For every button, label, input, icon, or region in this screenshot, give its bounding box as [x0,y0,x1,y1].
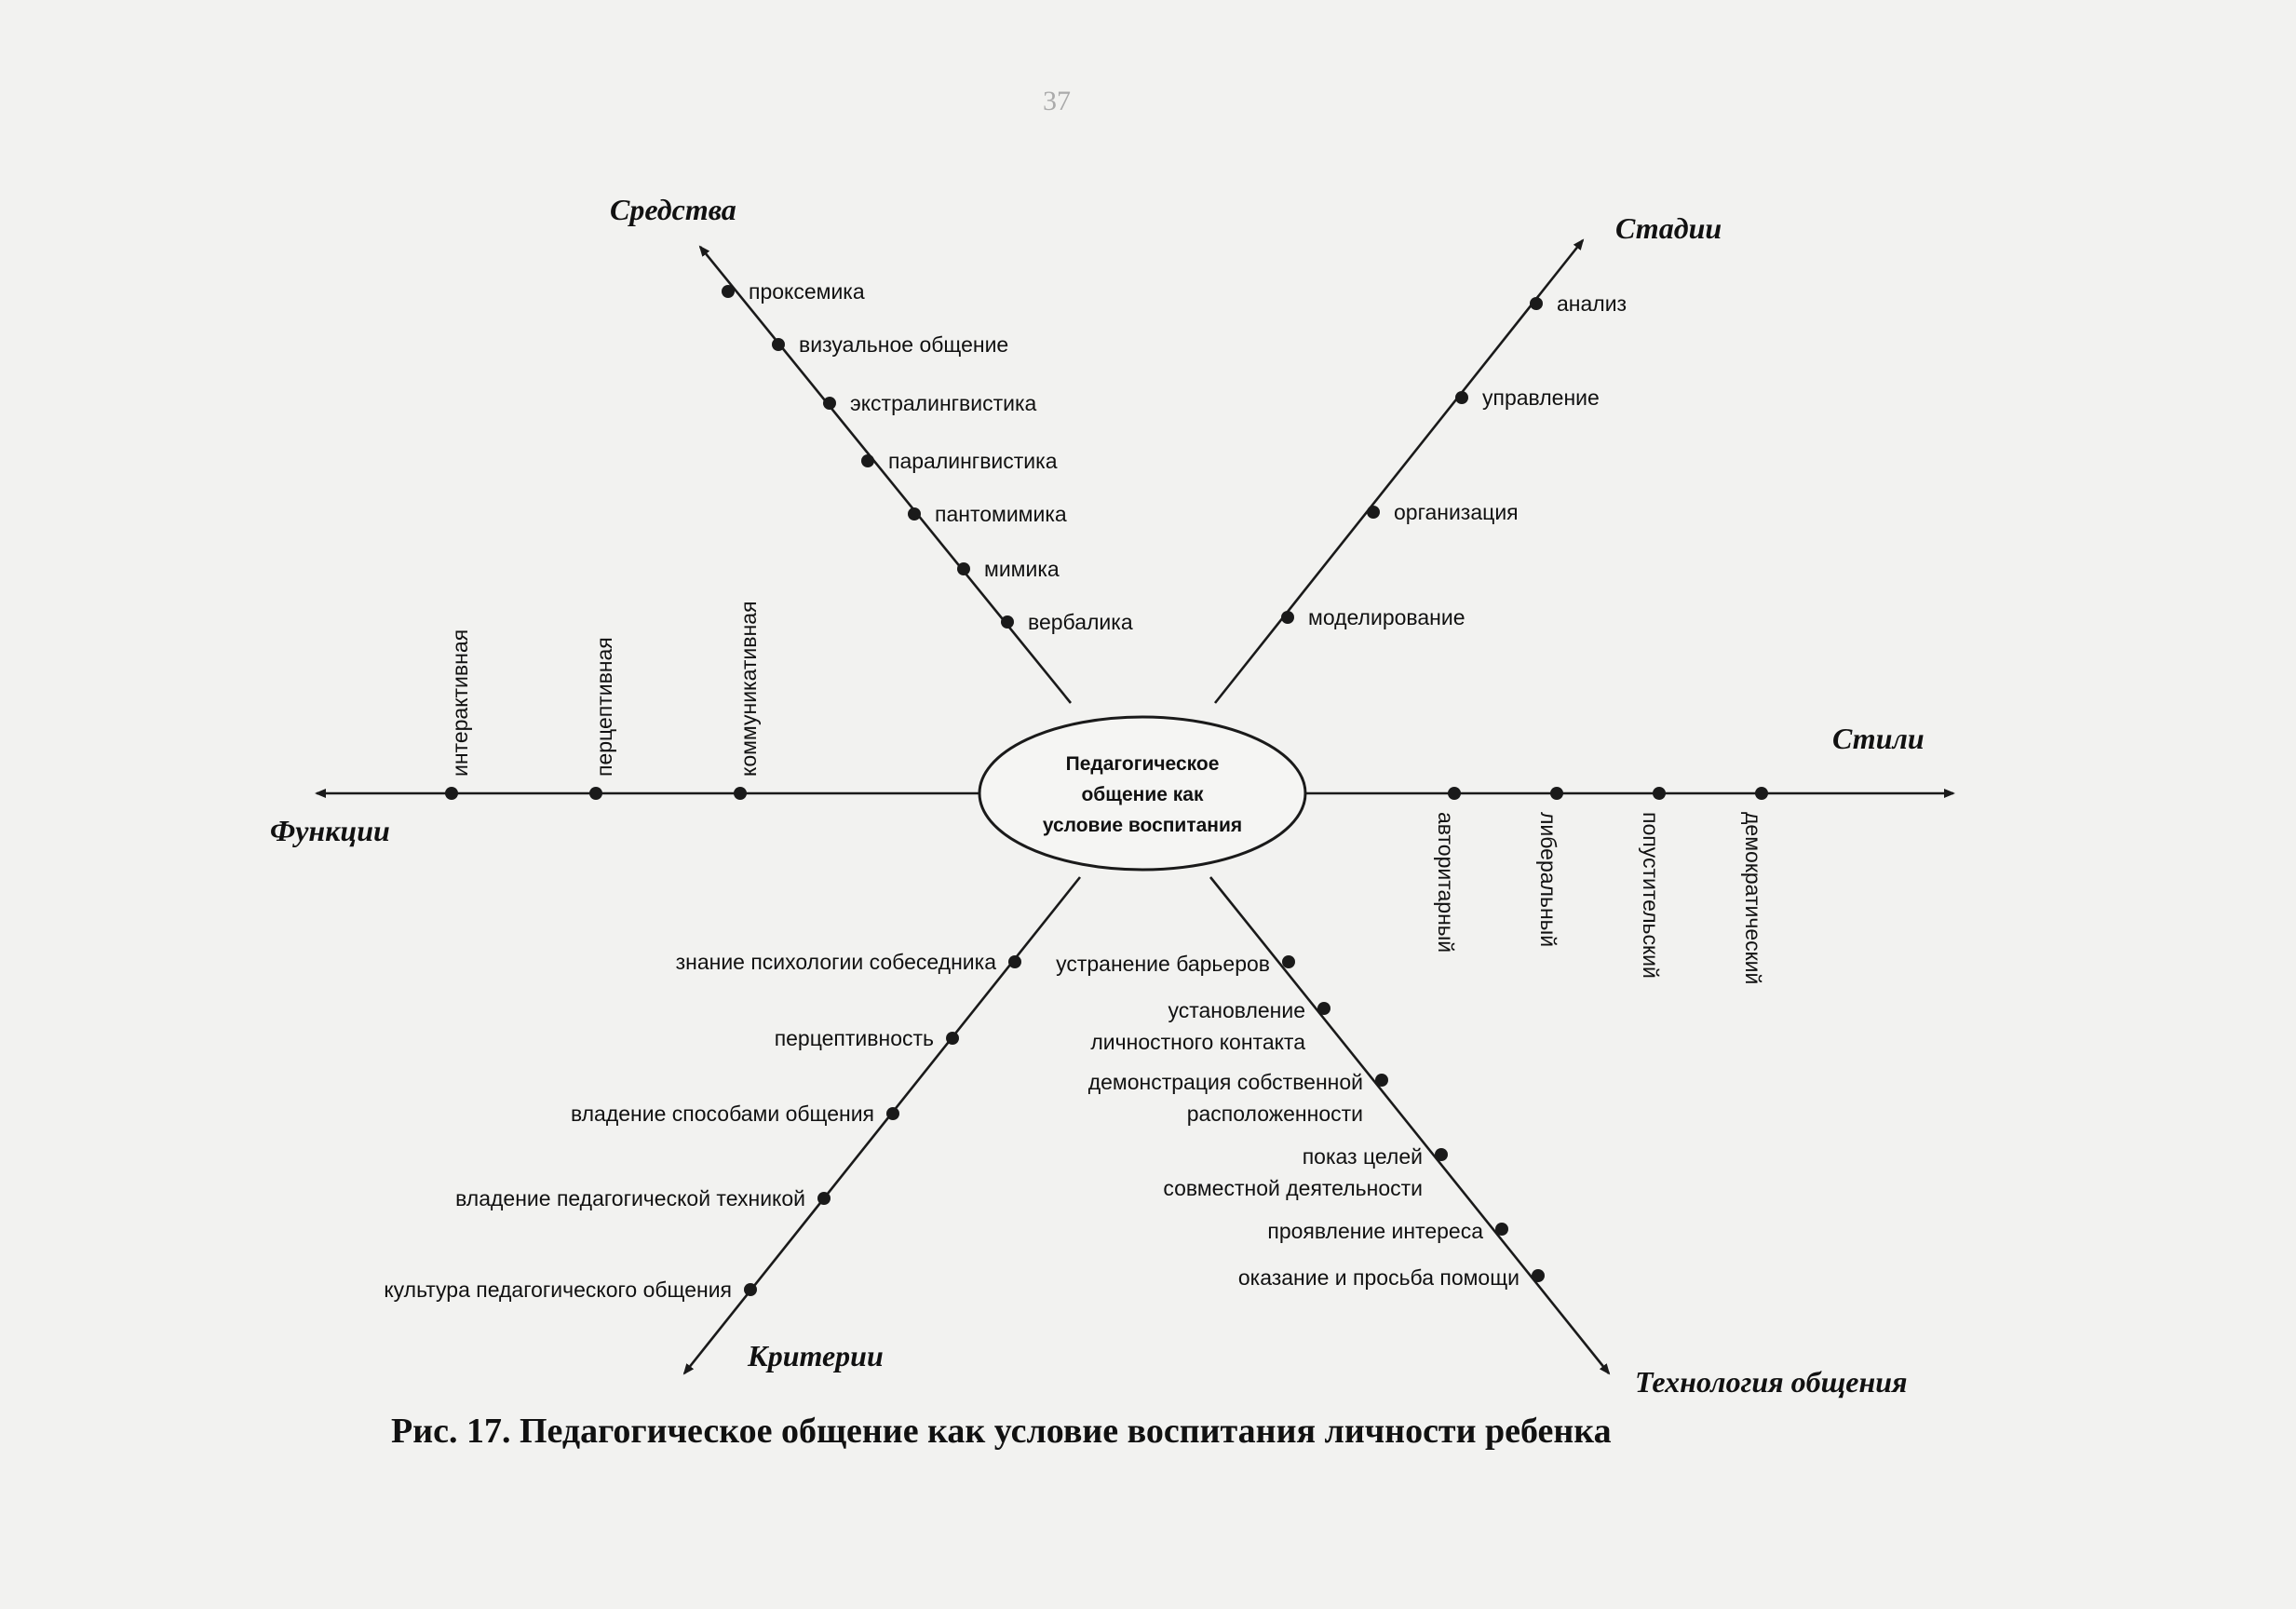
stili-item-2: попустительский [1639,812,1663,979]
sredstva-marker-4 [908,507,921,521]
stadii-marker-0 [1530,297,1543,310]
tekhnologiya-axis-title: Технология общения [1635,1365,1908,1399]
funktsii-item-2: коммуникативная [736,601,761,777]
stadii-marker-2 [1367,506,1380,519]
kriterii-marker-4 [744,1283,757,1296]
sredstva-marker-1 [772,338,785,351]
stadii-marker-3 [1281,611,1294,624]
stadii-item-2: организация [1394,500,1519,524]
kriterii-item-3: владение педагогической техникой [455,1186,805,1210]
stili-item-3: демократический [1741,812,1765,985]
sredstva-item-0: проксемика [749,279,865,304]
funktsii-marker-2 [734,787,747,800]
page-number: 37 [1043,86,1071,116]
stadii-axis-title: Стадии [1615,211,1722,245]
tekhnologiya-item-3: показ целей совместной деятельности [1163,1144,1423,1200]
stili-marker-3 [1755,787,1768,800]
kriterii-item-2: владение способами общения [570,1102,874,1126]
center-line-2: общение как [1081,784,1204,805]
sredstva-item-5: мимика [984,557,1060,581]
tekhnologiya-item-5: оказание и просьба помощи [1237,1265,1519,1290]
kriterii-axis-title: Критерии [748,1339,884,1372]
sredstva-item-6: вербалика [1028,610,1133,634]
stili-marker-2 [1653,787,1666,800]
sredstva-item-3: паралингвистика [888,449,1058,473]
sredstva-marker-3 [861,454,874,467]
tekhnologiya-item-0: устранение барьеров [1056,952,1270,976]
funktsii-axis-title: Функции [270,814,390,847]
sredstva-marker-2 [823,397,836,410]
kriterii-item-4: культура педагогического общения [384,1278,732,1302]
tekhnologiya-marker-4 [1495,1223,1508,1236]
tekhnologiya-marker-5 [1532,1269,1545,1282]
center-line-3: условие воспитания [1042,815,1243,836]
kriterii-marker-1 [946,1032,959,1045]
stadii-axis-line [1215,240,1583,703]
kriterii-item-1: перцептивность [774,1026,934,1050]
stili-item-1: либеральный [1536,812,1560,948]
stili-marker-0 [1448,787,1461,800]
sredstva-item-4: пантомимика [935,502,1067,526]
figure-caption: Рис. 17. Педагогическое общение как условие воспитания личности ребенка [391,1412,1612,1451]
stadii-item-3: моделирование [1308,605,1465,629]
stadii-marker-1 [1455,391,1468,404]
sredstva-marker-0 [722,285,735,298]
tekhnologiya-marker-1 [1317,1002,1330,1015]
funktsii-marker-0 [445,787,458,800]
tekhnologiya-item-1: установление личностного контакта [1090,998,1305,1054]
tekhnologiya-item-4: проявление интереса [1267,1219,1483,1243]
tekhnologiya-item-2: демонстрация собственной расположенности [1087,1070,1363,1126]
sredstva-item-1: визуальное общение [799,332,1009,357]
kriterii-marker-2 [886,1107,899,1120]
stili-marker-1 [1550,787,1563,800]
kriterii-marker-0 [1008,955,1021,968]
tekhnologiya-marker-0 [1282,955,1295,968]
funktsii-item-0: интерактивная [448,629,472,777]
stadii-item-1: управление [1482,385,1600,410]
kriterii-marker-3 [817,1192,831,1205]
center-node [979,717,1305,870]
stili-item-0: авторитарный [1434,812,1458,953]
sredstva-marker-6 [1001,615,1014,629]
tekhnologiya-marker-2 [1375,1074,1388,1087]
sredstva-axis-title: Средства [610,193,736,226]
sredstva-item-2: экстралингвистика [850,391,1037,415]
funktsii-item-1: перцептивная [592,637,616,777]
funktsii-marker-1 [589,787,602,800]
stili-axis-title: Стили [1832,722,1925,755]
tekhnologiya-marker-3 [1435,1148,1448,1161]
sredstva-marker-5 [957,562,970,575]
stadii-item-0: анализ [1557,291,1627,316]
center-line-1: Педагогическое [1065,753,1220,775]
kriterii-item-0: знание психологии собеседника [675,950,996,974]
